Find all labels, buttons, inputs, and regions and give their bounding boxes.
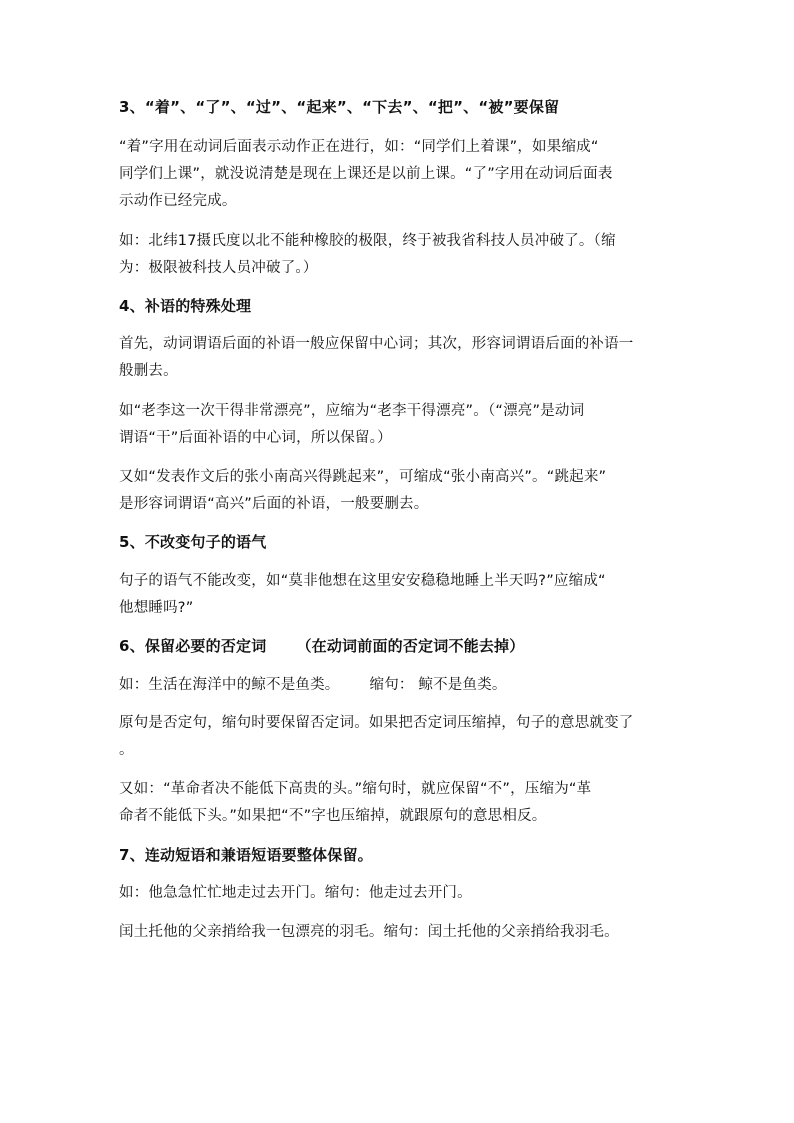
section-5-heading: 5、不改变句子的语气 [119,533,267,551]
section-6-example-reduced: 缩句： 鲸不是鱼类。 [369,677,507,693]
section-3-paragraph-2-line-2: 为：极限被科技人员冲破了。） [119,260,318,276]
section-4-paragraph-3-line-2: 是形容词谓语“高兴”后面的补语，一般要删去。 [119,496,429,512]
section-3-paragraph-1-line-3: 示动作已经完成。 [119,193,237,209]
section-3-paragraph-2-line-1: 如：北纬17摄氏度以北不能种橡胶的极限，终于被我省科技人员冲破了。（缩 [119,233,616,249]
section-6-example-line [119,675,507,695]
section-6-example-original: 如：生活在海洋中的鲸不是鱼类。 [119,677,340,693]
section-6-heading-note: （在动词前面的否定词不能去掉） [296,637,525,655]
section-3-heading: 3、“着”、“了”、“过”、“起来”、“下去”、“把”、“被”要保留 [119,98,560,116]
section-4-heading: 4、补语的特殊处理 [119,297,252,315]
section-3-paragraph-1-line-1: “着”字用在动词后面表示动作正在进行，如：“同学们上着课”，如果缩成“ [119,139,599,155]
section-6-paragraph-3-line-2: 命者不能低下头。”如果把“不”字也压缩掉，就跟原句的意思相反。 [119,808,547,824]
section-4-paragraph-2-line-2: 谓语“干”后面补语的中心词，所以保留。） [119,430,392,446]
section-7-paragraph-2: 闰土托他的父亲捎给我一包漂亮的羽毛。缩句：闰土托他的父亲捎给我羽毛。 [119,924,619,940]
section-4-paragraph-1-line-2: 般删去。 [119,363,178,379]
section-4-paragraph-3-line-1: 又如“发表作文后的张小南高兴得跳起来”，可缩成“张小南高兴”。“跳起来” [119,469,607,485]
section-6-paragraph-2-line-1: 原句是否定句，缩句时要保留否定词。如果把否定词压缩掉，句子的意思就变了 [119,715,634,731]
section-5-paragraph-1-line-1: 句子的语气不能改变，如“莫非他想在这里安安稳稳地睡上半天吗?”应缩成“ [119,573,606,589]
section-5-paragraph-1-line-2: 他想睡吗?” [119,600,194,616]
section-4-paragraph-1-line-1: 首先，动词谓语后面的补语一般应保留中心词；其次，形容词谓语后面的补语一 [119,336,634,352]
section-7-paragraph-1: 如：他急急忙忙地走过去开门。缩句：他走过去开门。 [119,885,472,901]
section-3-paragraph-1-line-2: 同学们上课”，就没说清楚是现在上课还是以前上课。“了”字用在动词后面表 [119,166,613,182]
section-4-paragraph-2-line-1: 如“老李这一次干得非常漂亮”，应缩为“老李干得漂亮”。（“漂亮”是动词 [119,403,585,419]
section-6-paragraph-3-line-1: 又如：“革命者决不能低下高贵的头。”缩句时，就应保留“不”，压缩为“革 [119,781,592,797]
section-6-heading [119,636,524,656]
section-7-heading: 7、连动短语和兼语短语要整体保留。 [119,846,373,864]
section-6-paragraph-2-line-2: 。 [119,742,134,758]
section-6-heading-main: 6、保留必要的否定词 [119,637,267,655]
